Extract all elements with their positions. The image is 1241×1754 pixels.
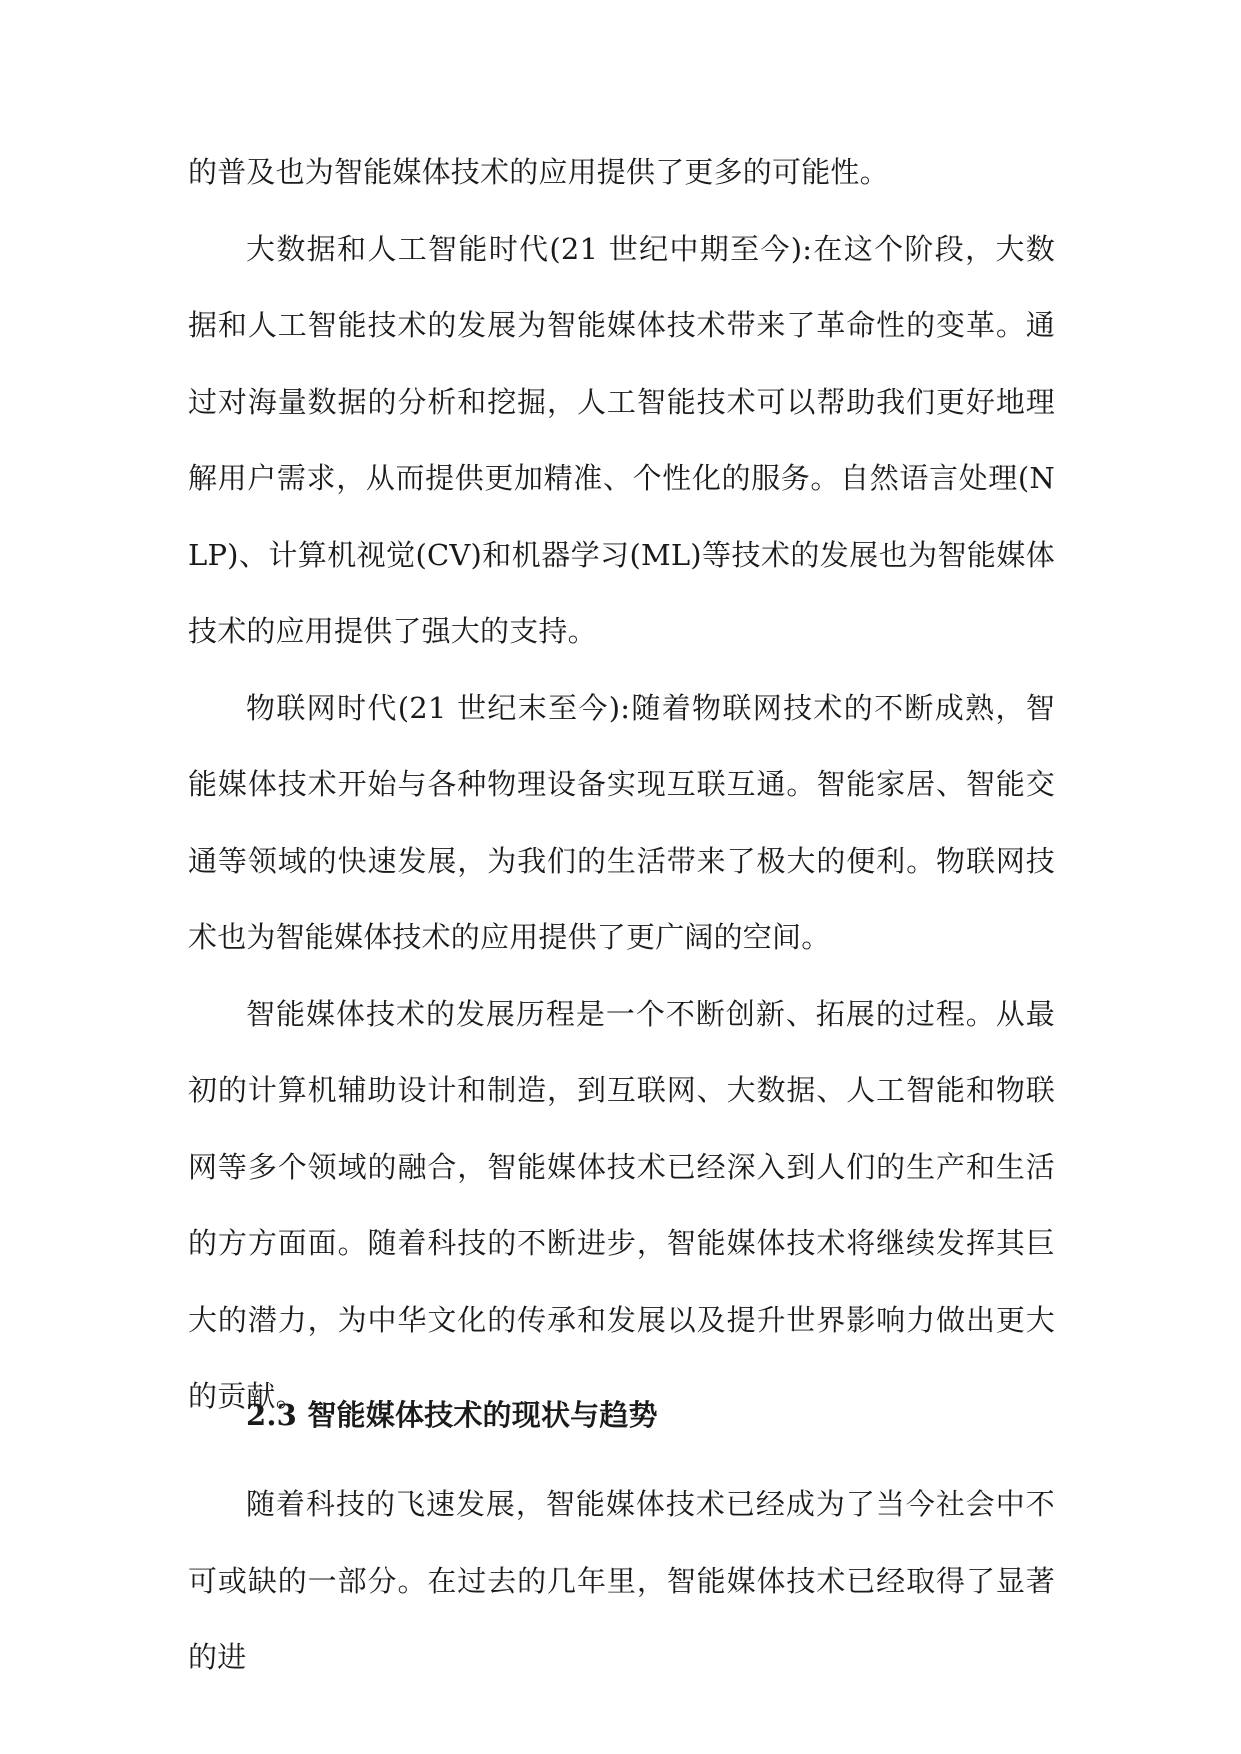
paragraph-big-data-ai-era: 大数据和人工智能时代(21 世纪中期至今):在这个阶段，大数据和人工智能技术的发展为智能媒体技术带来了革命性的变革。通过对海量数据的分析和挖掘，人工智能技术可以帮助我们更好地理解用户需求，从而提供更加精准、个性化的服务。自然语言处理(NLP)、计算机视觉(CV)和机器学习(ML)等技术的发展也为智能媒体技术的应用提供了强大的支持。 [188, 231, 1055, 648]
body-text-top [188, 134, 1055, 1435]
paragraph-iot-era: 物联网时代(21 世纪末至今):随着物联网技术的不断成熟，智能媒体技术开始与各种物理设备实现互联互通。智能家居、智能交通等领域的快速发展，为我们的生活带来了极大的便利。物联网技术也为智能媒体技术的应用提供了更广阔的空间。 [188, 690, 1055, 954]
paragraph-continuation: 的普及也为智能媒体技术的应用提供了更多的可能性。 [188, 155, 889, 189]
section-heading: 2.3 智能媒体技术的现状与趋势 [246, 1398, 658, 1432]
paragraph-current-status: 随着科技的飞速发展，智能媒体技术已经成为了当今社会中不可或缺的一部分。在过去的几年里，智能媒体技术已经取得了显著的进 [188, 1487, 1055, 1674]
body-text-bottom [188, 1466, 1055, 1696]
paragraph-development-summary: 智能媒体技术的发展历程是一个不断创新、拓展的过程。从最初的计算机辅助设计和制造，到互联网、大数据、人工智能和物联网等多个领域的融合，智能媒体技术已经深入到人们的生产和生活的方方面面。随着科技的不断进步，智能媒体技术将继续发挥其巨大的潜力，为中华文化的传承和发展以及提升世界影响力做出更大的贡献。 [188, 996, 1055, 1413]
